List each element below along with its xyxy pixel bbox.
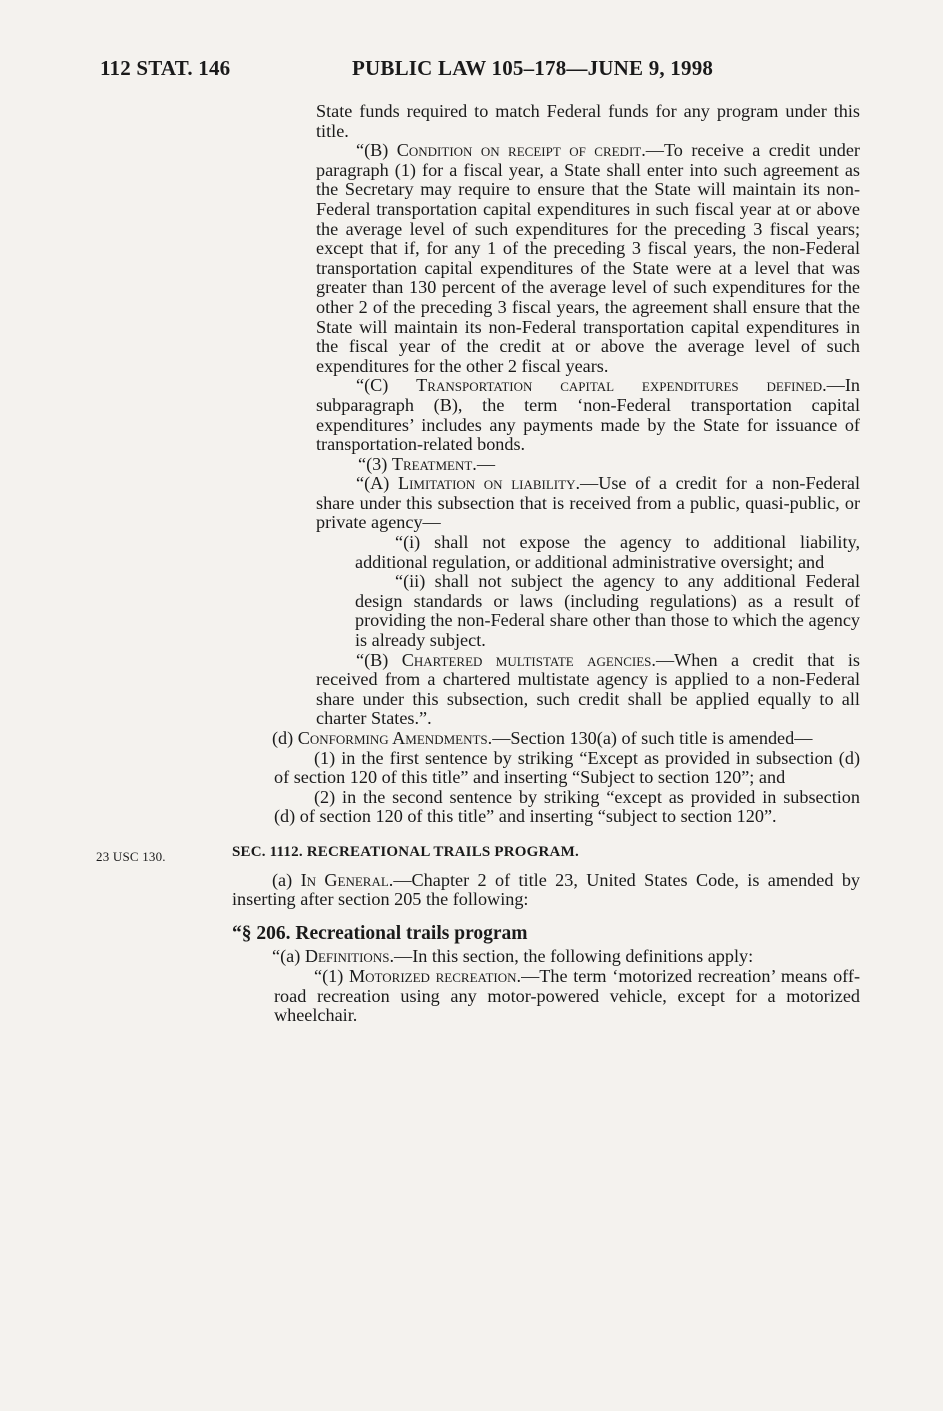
clause-ii: “(ii) shall not subject the agency to any additional Federal design standards or laws (including regulations) as a result of providing the non-Federal share other than those to which the agency is already subject. bbox=[355, 571, 860, 651]
paragraph-capital-expenditures-defined: “(C) Transportation capital expenditures defined.—In subparagraph (B), the term ‘non-Federal transportation capital expenditures’ includes any payments made by the State for issuance of transportation-related bonds. bbox=[316, 375, 860, 455]
heading-motorized-recreation: Motorized recreation. bbox=[349, 965, 522, 986]
amendment-item-2: (2) in the second sentence by striking “except as provided in subsection (d) of section 120 of this title” and inserting “subject to section 120”. bbox=[274, 786, 860, 827]
heading-treatment: Treatment. bbox=[391, 453, 477, 474]
page-header bbox=[0, 56, 943, 88]
heading-chartered-multistate: Chartered multistate agencies. bbox=[401, 649, 656, 670]
public-law-title: PUBLIC LAW 105–178—JUNE 9, 1998 bbox=[352, 56, 714, 80]
heading-capital-expenditures-defined: Transportation capital expenditures defined. bbox=[416, 375, 827, 396]
body-text bbox=[232, 102, 860, 1026]
heading-limitation-on-liability: Limitation on liability. bbox=[397, 473, 581, 494]
paragraph-definitions: “(a) Definitions.—In this section, the following definitions apply: bbox=[272, 946, 754, 967]
statute-page-number: 112 STAT. 146 bbox=[100, 56, 231, 80]
subsection-heading: “§ 206. Recreational trails program bbox=[232, 922, 528, 944]
paragraph-conforming-amendments: (d) Conforming Amendments.—Section 130(a) of such title is amended— bbox=[272, 728, 813, 748]
clause-i: “(i) shall not expose the agency to additional liability, additional regulation, or additional administrative oversight; and bbox=[355, 532, 860, 572]
heading-condition-on-receipt: Condition on receipt of credit. bbox=[396, 140, 646, 161]
paragraph-treatment: “(3) Treatment.— bbox=[358, 453, 496, 474]
paragraph-condition-on-receipt: “(B) Condition on receipt of credit.—To receive a credit under paragraph (1) for a fiscal year, a State shall enter into such agreement as the Secretary may require to ensure that the State will maintain its non-Federal transportation capital expenditures in such fiscal year at or above the average level of such expenditures for the preceding 3 fiscal years; except that if, for any 1 of the preceding 3 fiscal years, the non-Federal transportation capital expenditures of the State were at a level that was greater than 130 percent of the average level of such expenditures for the other 2 of the preceding 3 fiscal years, the agreement shall ensure that the State will maintain its non-Federal transportation capital expenditures in the fiscal year of the credit at or above the average level of such expenditures for the other 2 fiscal years. bbox=[316, 140, 860, 376]
paragraph-limitation-on-liability: “(A) Limitation on liability.—Use of a credit for a non-Federal share under this subsection that is received from a public, quasi-public, or private agency— bbox=[316, 473, 861, 533]
paragraph-in-general: (a) In General.—Chapter 2 of title 23, United States Code, is amended by inserting after section 205 the following: bbox=[232, 869, 861, 910]
section-heading: SEC. 1112. RECREATIONAL TRAILS PROGRAM. bbox=[232, 843, 579, 860]
heading-definitions: Definitions. bbox=[304, 946, 394, 967]
margin-citation: 23 USC 130. bbox=[96, 849, 166, 864]
amendment-item-1: (1) in the first sentence by striking “Except as provided in subsection (d) of section 120 of this title” and inserting “Subject to section 120”; and bbox=[274, 747, 860, 788]
paragraph-motorized-recreation: “(1) Motorized recreation.—The term ‘motorized recreation’ means off-road recreation using any motor-powered vehicle, except for a motorized wheelchair. bbox=[274, 965, 861, 1026]
paragraph-state-funds: State funds required to match Federal funds for any program under this title. bbox=[316, 101, 860, 141]
paragraph-chartered-multistate: “(B) Chartered multistate agencies.—When a credit that is received from a chartered multistate agency is applied to a non-Federal share under this subsection, such credit shall be applied equally to all charter States.”. bbox=[316, 649, 860, 729]
heading-in-general: In General. bbox=[300, 869, 394, 890]
heading-conforming-amendments: Conforming Amendments. bbox=[297, 728, 493, 748]
